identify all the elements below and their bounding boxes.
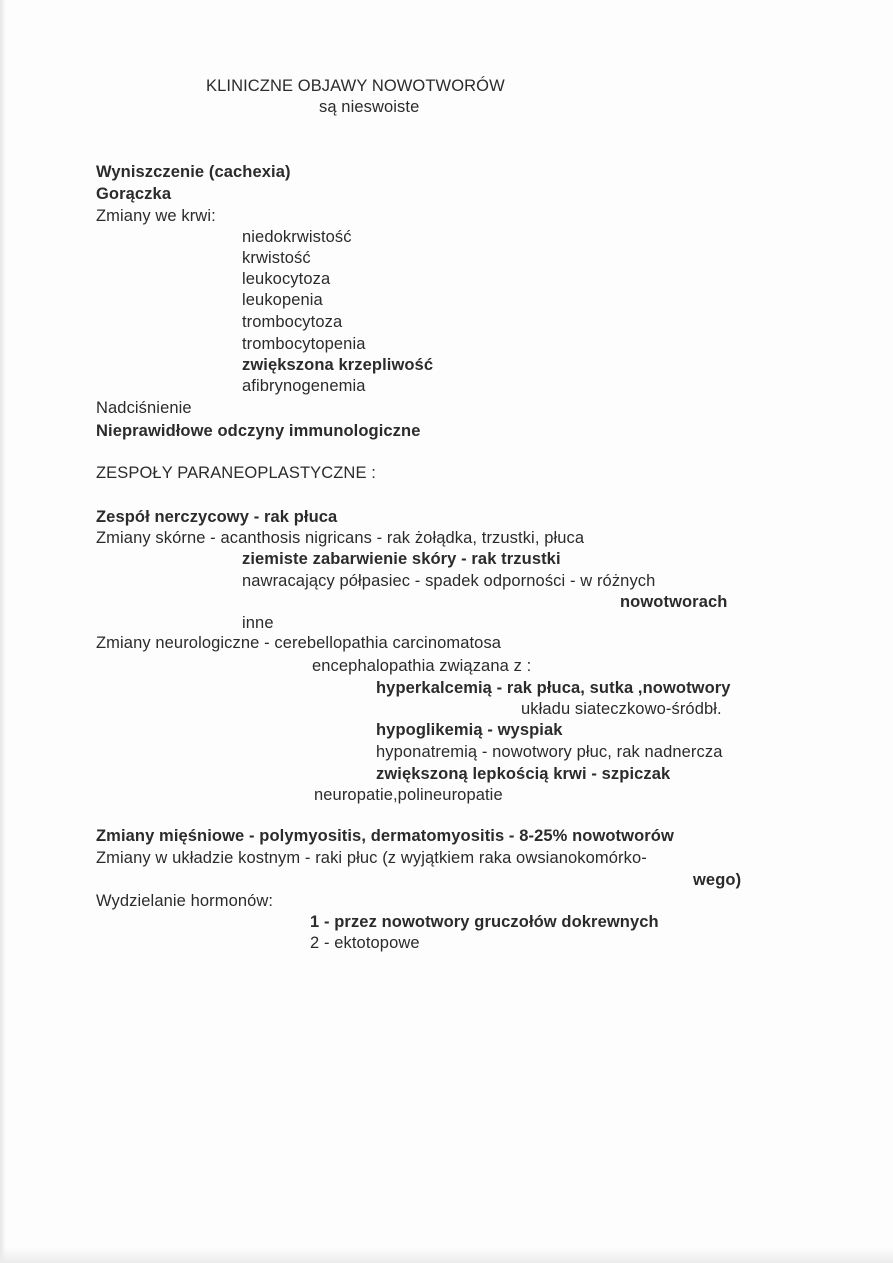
neuro-line-4: hypoglikemią - wyspiak bbox=[376, 721, 563, 739]
hypertension-line: Nadciśnienie bbox=[96, 399, 192, 417]
scan-shadow-left bbox=[0, 0, 6, 1263]
hormone-label: Wydzielanie hormonów: bbox=[96, 892, 274, 910]
immune-line: Nieprawidłowe odczyny immunologiczne bbox=[96, 422, 421, 440]
skin-line-4: inne bbox=[242, 614, 274, 632]
cachexia-line bbox=[96, 162, 291, 182]
page-title: KLINICZNE OBJAWY NOWOTWORÓW bbox=[206, 77, 505, 95]
bone-line-1-continued: wego) bbox=[693, 871, 742, 889]
blood-item: trombocytoza bbox=[242, 313, 343, 331]
fever-line: Gorączka bbox=[96, 185, 172, 203]
neuro-line-5: hyponatremią - nowotwory płuc, rak nadnercza bbox=[376, 743, 723, 761]
neuro-line-7: neuropatie,polineuropatie bbox=[314, 786, 503, 804]
blood-item: afibrynogenemia bbox=[242, 377, 366, 395]
page-subtitle: są nieswoiste bbox=[319, 98, 420, 116]
neuro-line-1: Zmiany neurologiczne - cerebellopathia carcinomatosa bbox=[96, 634, 502, 652]
cachexia-text: Wyniszczenie (cachexia) bbox=[96, 163, 291, 181]
neuro-line-3-continued: układu siateczkowo-śródbł. bbox=[521, 700, 722, 718]
blood-item: leukocytoza bbox=[242, 270, 331, 288]
nephrotic-line: Zespół nerczycowy - rak płuca bbox=[96, 508, 338, 526]
neuro-line-6: zwiększoną lepkością krwi - szpiczak bbox=[376, 765, 671, 783]
bone-line-1: Zmiany w układzie kostnym - raki płuc (z wyjątkiem raka owsianokomórko- bbox=[96, 849, 647, 867]
skin-line-3-continued: nowotworach bbox=[620, 593, 728, 611]
blood-item: zwiększona krzepliwość bbox=[242, 356, 434, 374]
hormone-item-1: 1 - przez nowotwory gruczołów dokrewnych bbox=[310, 913, 659, 931]
blood-label: Zmiany we krwi: bbox=[96, 207, 216, 225]
skin-line-1: Zmiany skórne - acanthosis nigricans - rak żołądka, trzustki, płuca bbox=[96, 529, 585, 547]
blood-item: trombocytopenia bbox=[242, 335, 366, 353]
skin-line-2: ziemiste zabarwienie skóry - rak trzustki bbox=[242, 550, 561, 568]
section-heading: ZESPOŁY PARANEOPLASTYCZNE : bbox=[96, 464, 376, 482]
hormone-item-2: 2 - ektotopowe bbox=[310, 934, 420, 952]
neuro-line-3: hyperkalcemią - rak płuca, sutka ,nowotwory bbox=[376, 679, 731, 697]
muscle-line: Zmiany mięśniowe - polymyositis, dermatomyositis - 8-25% nowotworów bbox=[96, 827, 674, 845]
skin-line-3: nawracający półpasiec - spadek odporności - w różnych bbox=[242, 572, 656, 590]
blood-item: niedokrwistość bbox=[242, 228, 352, 246]
scan-shadow-bottom bbox=[0, 1247, 893, 1263]
blood-item: krwistość bbox=[242, 249, 311, 267]
neuro-line-2: encephalopathia związana z : bbox=[312, 657, 532, 675]
blood-item: leukopenia bbox=[242, 291, 323, 309]
